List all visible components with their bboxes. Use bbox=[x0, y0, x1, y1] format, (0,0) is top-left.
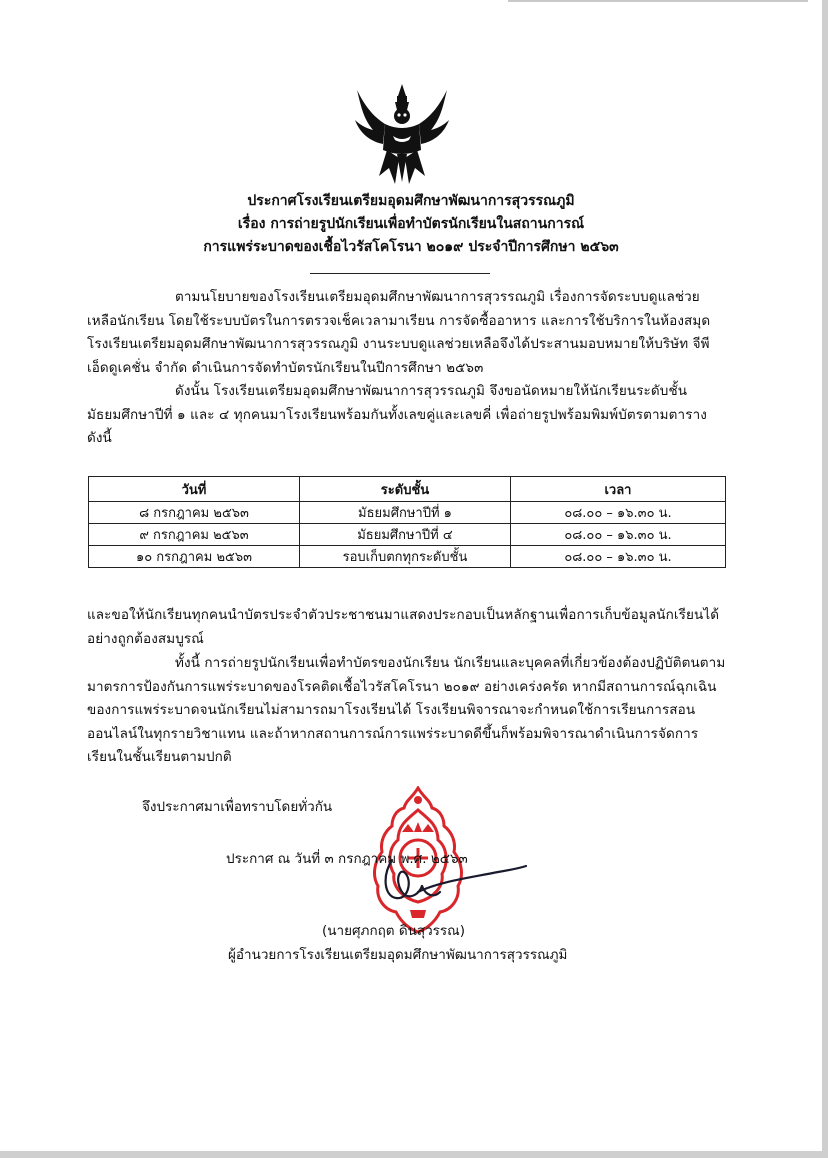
cell-date: ๑๐ กรกฎาคม ๒๕๖๓ bbox=[89, 546, 300, 568]
cell-level: มัธยมศึกษาปีที่ ๔ bbox=[299, 524, 510, 546]
signer-name: (นายศุภกฤต ดินสุวรรณ) bbox=[322, 923, 465, 939]
body-paragraph-2: ดังนั้น โรงเรียนเตรียมอุดมศึกษาพัฒนาการสุวรรณภูมิ จึงขอนัดหมายให้นักเรียนระดับชั้นมัธยมศึกษาปีที่ ๑ และ ๔ ทุกคนมาโรงเรียนพร้อมกันทั้งเลขคู่และเลขคี่ เพื่อถ่ายรูปพร้อมพิมพ์บัตรตามตารางดังนี้ bbox=[87, 383, 707, 446]
cell-date: ๘ กรกฎาคม ๒๕๖๓ bbox=[89, 502, 300, 524]
schedule-table bbox=[88, 476, 726, 568]
announcement-title bbox=[0, 190, 822, 259]
page-shadow-bottom bbox=[0, 1151, 828, 1158]
body-paragraph-3: และขอให้นักเรียนทุกคนนำบัตรประจำตัวประชาชนมาแสดงประกอบเป็นหลักฐานเพื่อการเก็บข้อมูลนักเรียนได้อย่างถูกต้องสมบูรณ์ bbox=[87, 607, 720, 647]
column-header-time: เวลา bbox=[510, 477, 725, 502]
column-header-level: ระดับชั้น bbox=[299, 477, 510, 502]
table-row bbox=[89, 524, 726, 546]
table-row bbox=[89, 546, 726, 568]
page-shadow-right bbox=[822, 0, 828, 1158]
table-row bbox=[89, 502, 726, 524]
title-line-3: การแพร่ระบาดของเชื้อไวรัสโคโรนา ๒๐๑๙ ประจำปีการศึกษา ๒๕๖๓ bbox=[203, 239, 619, 255]
page-top-mark bbox=[508, 0, 808, 2]
signature-icon bbox=[378, 852, 528, 912]
signer-title: ผู้อำนวยการโรงเรียนเตรียมอุดมศึกษาพัฒนาการสุวรรณภูมิ bbox=[228, 947, 568, 963]
cell-time: ๐๘.๐๐ – ๑๖.๓๐ น. bbox=[510, 524, 725, 546]
column-header-date: วันที่ bbox=[89, 477, 300, 502]
garuda-emblem-icon bbox=[355, 84, 449, 186]
body-paragraph-1: ตามนโยบายของโรงเรียนเตรียมอุดมศึกษาพัฒนาการสุวรรณภูมิ เรื่องการจัดระบบดูแลช่วยเหลือนักเรียน โดยใช้ระบบบัตรในการตรวจเช็คเวลามาเรียน การจัดซื้ออาหาร และการใช้บริการในห้องสมุด โรงเรียนเตรียมอุดมศึกษาพัฒนาการสุวรรณภูมิ งานระบบดูแลช่วยเหลือจึงได้ประสานมอบหมายให้บริษัท จีพี เอ็ดดูเคชั่น จำกัด ดำเนินการจัดทำบัตรนักเรียนในปีการศึกษา ๒๕๖๓ bbox=[87, 289, 711, 376]
cell-time: ๐๘.๐๐ – ๑๖.๓๐ น. bbox=[510, 546, 725, 568]
title-divider bbox=[310, 273, 490, 274]
title-line-1: ประกาศโรงเรียนเตรียมอุดมศึกษาพัฒนาการสุวรรณภูมิ bbox=[247, 193, 575, 209]
cell-date: ๙ กรกฎาคม ๒๕๖๓ bbox=[89, 524, 300, 546]
table-header-row bbox=[89, 477, 726, 502]
body-paragraph-4: ทั้งนี้ การถ่ายรูปนักเรียนเพื่อทำบัตรของนักเรียน นักเรียนและบุคคลที่เกี่ยวข้องต้องปฏิบัติตนตามมาตรการป้องกันการแพร่ระบาดของโรคติดเชื้อไวรัสโคโรนา ๒๐๑๙ อย่างเคร่งครัด หากมีสถานการณ์ฉุกเฉินของการแพร่ระบาดจนนักเรียนไม่สามารถมาโรงเรียนได้ โรงเรียนพิจารณาจะกำหนดใช้การเรียนการสอนออนไลน์ในทุกรายวิชาแทน และถ้าหากสถานการณ์การแพร่ระบาดดีขึ้นก็พร้อมพิจารณาดำเนินการจัดการเรียนในชั้นเรียนตามปกติ bbox=[87, 655, 726, 765]
announcement-date: ประกาศ ณ วันที่ ๓ กรกฎาคม พ.ศ. ๒๕๖๓ bbox=[226, 851, 468, 867]
closing-statement: จึงประกาศมาเพื่อทราบโดยทั่วกัน bbox=[142, 799, 333, 815]
cell-time: ๐๘.๐๐ – ๑๖.๓๐ น. bbox=[510, 502, 725, 524]
cell-level: รอบเก็บตกทุกระดับชั้น bbox=[299, 546, 510, 568]
cell-level: มัธยมศึกษาปีที่ ๑ bbox=[299, 502, 510, 524]
title-line-2: เรื่อง การถ่ายรูปนักเรียนเพื่อทำบัตรนักเรียนในสถานการณ์ bbox=[237, 216, 585, 232]
